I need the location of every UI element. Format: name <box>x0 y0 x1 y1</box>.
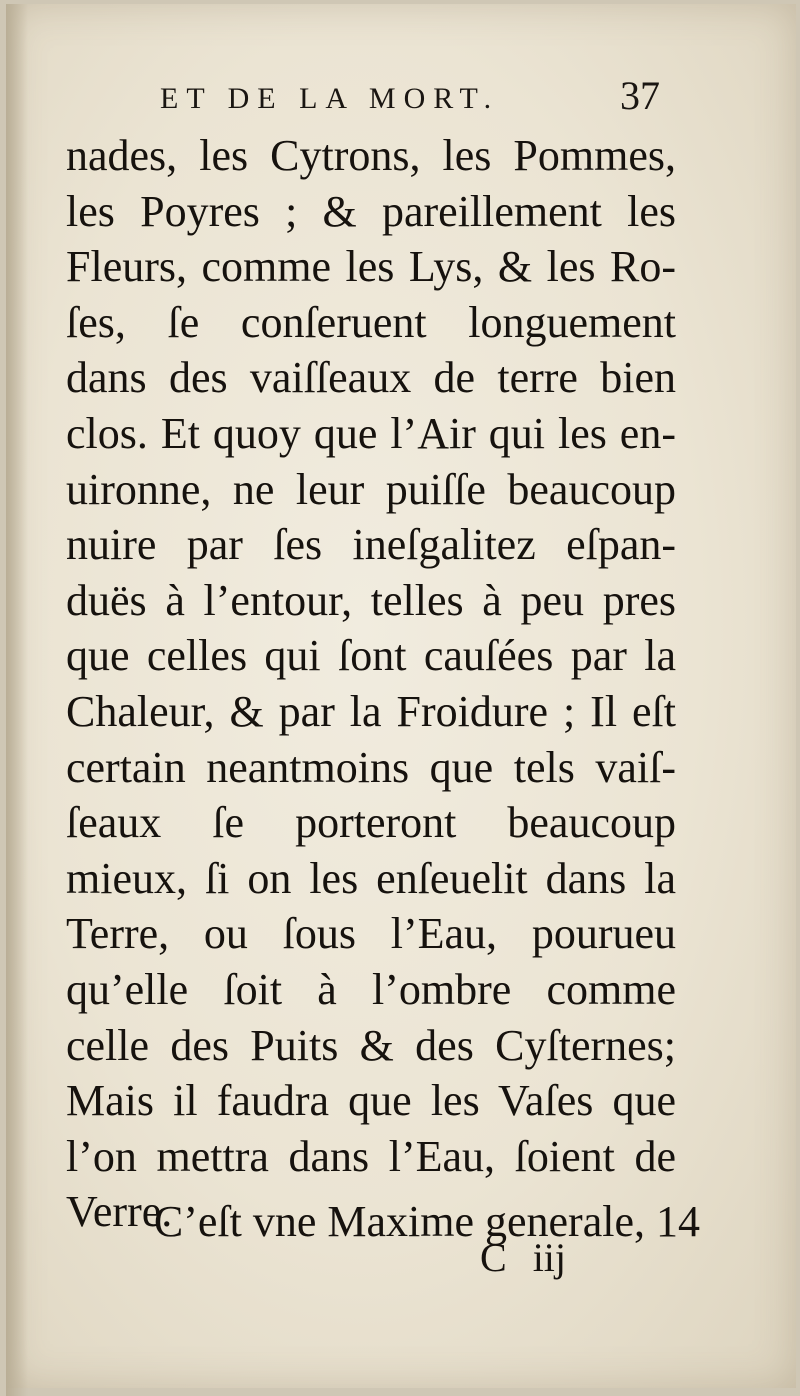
text-line: qu’elle ſoit à l’ombre comme <box>66 964 676 1014</box>
text-line: certain neantmoins que tels vaiſ- <box>66 742 676 792</box>
text-line: Mais il faudra que les Vaſes que <box>66 1076 676 1126</box>
margin-note: 14 <box>656 1197 700 1246</box>
text-line: uironne, ne leur puiſſe beaucoup <box>66 464 676 514</box>
text-line: que celles qui ſont cauſées par la <box>66 631 676 681</box>
signature-letter: C <box>480 1235 507 1280</box>
signature-number: iij <box>532 1235 567 1280</box>
signature-mark <box>480 1234 566 1281</box>
paragraph-start: C’eſt vne Maxime generale, <box>153 1197 645 1246</box>
text-line: Verre. <box>66 1187 173 1237</box>
text-line: celle des Puits & des Cyſternes; <box>66 1020 676 1070</box>
body-text <box>66 128 676 1240</box>
page-footer <box>66 1196 716 1286</box>
page-number: 37 <box>620 73 660 118</box>
text-line: dans des vaiſſeaux de terre bien <box>66 353 676 403</box>
text-line: l’on mettra dans l’Eau, ſoient de <box>66 1131 676 1181</box>
text-line: ſes, ſe conſeruent longuement <box>66 297 676 347</box>
page-header <box>160 72 680 128</box>
running-title: ET DE LA MORT. <box>160 82 500 115</box>
text-line: nades, les Cytrons, les Pommes, <box>66 131 676 180</box>
text-line: mieux, ſi on les enſeuelit dans la <box>66 853 676 903</box>
paragraph-start-line <box>154 1196 700 1247</box>
text-line: Terre, ou ſous l’Eau, pourueu <box>66 909 676 959</box>
text-line: les Poyres ; & pareillement les <box>66 186 676 236</box>
text-line: clos. Et quoy que l’Air qui les en- <box>66 408 676 458</box>
text-line: ſeaux ſe porteront beaucoup <box>66 798 676 848</box>
text-line: nuire par ſes ineſgalitez eſpan- <box>66 520 676 570</box>
text-line: Chaleur, & par la Froidure ; Il eſt <box>66 686 676 736</box>
text-line: duës à l’entour, telles à peu pres <box>66 575 676 625</box>
text-line: Fleurs, comme les Lys, & les Ro- <box>66 242 676 292</box>
page-gutter-shadow <box>6 4 28 1396</box>
